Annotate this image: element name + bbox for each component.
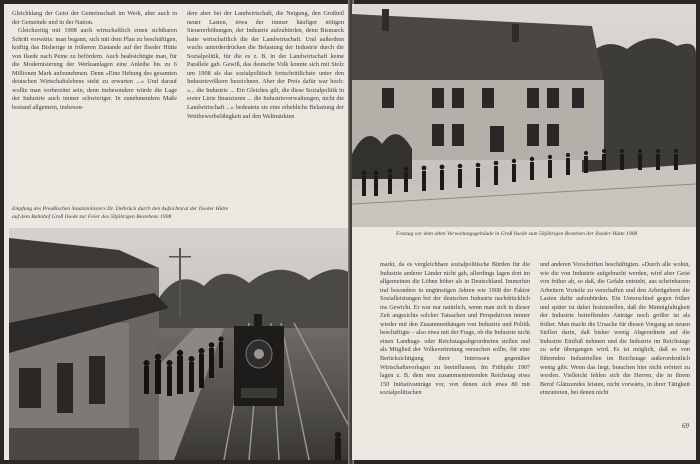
left-col2-paragraph: dere aber bei der Landwirtschaft, die Neigung, den Großteil neuer Lasten, etwa der immer häufiger nötigen Steuererhöhungen, der Industrie aufzubürden, denn Bismarck hatte wirtschaftlich die der Landwirtschaft. Und außerdem wuchs unterderdrücken die Belastung der Industrie durch die Sozialpolitik, für die es z. B. in der Landwirtschaft keine Parallele gab. Gewiß, das deutsche Volk konnte sich mit Stolz um 1908 als das sozialpolitisch fortschrittlichste unter den Industrievölkern bezeichnen. Aber der Preis dafür war hoch: »... die Industrie ... Ein Gleiches gilt, die diese Sozialpolitik in erster Linie finanzieren ... die Industrieverwaltungen, nicht die Landwirtschaft ...« bedeutete sie eine erhebliche Belastung der Wettbewerbsfähigkeit auf den Weltmärkten xyxy=(187,10,344,120)
parade-photo xyxy=(352,4,696,227)
left-page-column-2 xyxy=(187,10,344,176)
train-station-illustration xyxy=(9,228,350,460)
right-photo-caption: Festzug vor dem alten Verwaltungsgebäude in Groß Ilsede zum 50jährigen Bestehen der Ilseder Hütte 1908 xyxy=(396,231,638,237)
right-page-column-1 xyxy=(380,261,530,441)
train-station-photo xyxy=(9,228,350,460)
parade-illustration xyxy=(352,4,696,227)
left-page-column-1 xyxy=(12,10,177,176)
left-col1-paragraph-1: Gleichklang der Geist der Gemeinschaft im Werk, aber auch in der Gemeinde und in der Nation. xyxy=(12,10,177,26)
left-col1-paragraph-2: Gleichzeitig mit 1908 auch wirtschaftlich einen sichtbaren Schritt vorwärts: man begann, sich mit dem Plan zu beschäftigen, kräftig das Bisherige in früheren Zustande auf der Ilseder Hütte von Ilsede nach Peine zu befördern. Auch beabsichtigte man, für die Modernisierung der Werksanlagen eine Anleihe bis zu 6 Millionen Mark aufzunehmen. Denn »Eine Hebung des gesamten deutschen Wirtschaftslebens steht zu erwarten ...« Und darauf wollte man vorbereitet sein, denn insbesondere würde die Lage der Industrie auch immer schwieriger. In zunehmendem Maße bestand allgemein, insbeson- xyxy=(12,27,177,112)
right-col2-paragraph: und anderen Vorschriften beschäftigten. »Durch alle wohin, wie die von Industrie aufgebracht werden, wird aber Geist von früher ab, so daß, die Gefahr entsteht, aus scheinbarem Arbeitern Vorteile zu verschaffen und den Arbeitgebern die Lasten dafür aufzubürden. Ein Unterschied gegen früher und später ist dabei festzustellen, daß die Mannigfaltigkeit der Industrie betreffenden Anträge noch größer ist als früher. Man macht die Ursache für diesen Vorgang an neuen Stellen darin, daß bisher wenig Abgeordnete auf die Industrie Einfluß nehmen und die Industrie im Reichstage zu sehr übergangen wird. Es ist möglich, daß es von führenden Industriellen im Reichstage außerordentlich wenig gibt. Wenn das liegt, brauchen hier nicht erörtert zu werden. Vielleicht fehlen sich die Herren, die in ihrem Beruf Glänzendes leisten, nicht vorwärts, in ihrer Tätigkeit einzutreten, bei denen nicht xyxy=(540,261,690,397)
page-number: 69 xyxy=(682,422,689,430)
left-photo-caption xyxy=(12,205,228,221)
left-caption-line-1: Empfang des Preußischen Staatsministers Dr. Delbrück durch den Aufsichtsrat der Ilseder Hütte xyxy=(12,206,229,212)
right-col1-paragraph: markt, da es vergleichbare sozialpolitische Bürden für die Industrie anderer Länder nicht gab, allerdings lagen dort im allgemeinen die Löhne höher als in Deutschland. Immerhin traf besonders in ungünstigen Jahren wie 1908 der Faktor Sozialleistungen bei der deutschen Industrie nachdrücklich ins Gewicht. Er war nur natürlich, wenn man sich in dieser Zeit angesichts solcher Tatsachen und Perspektiven immer wieder mit den Zusammenhängen von Industrie und Politik beschäftigte – also etwa mit der Frage, ob die Industrie nicht einen Landtags- oder Reichstagsabgeordneten stellen und als Mitglied der Volksvertretung versuchen sollte, für eine Berücksichtigung ihrer Interessen gegenüber Wirtschaftsvorlagen zu beeinflussen. Im Frühjahr 1907 lagen z. B. dem neu zusammentretenden Reichstag etwa 150 Initiativanträge vor, von denen sich etwa 80 mit sozialpolitischen xyxy=(380,261,530,397)
left-page xyxy=(4,4,350,460)
left-caption-line-2: auf dem Bahnhof Groß Ilsede zur Feier des 50jährigen Bestehens 1908 xyxy=(12,214,172,220)
right-page-column-2 xyxy=(540,261,690,421)
right-page xyxy=(352,4,696,460)
